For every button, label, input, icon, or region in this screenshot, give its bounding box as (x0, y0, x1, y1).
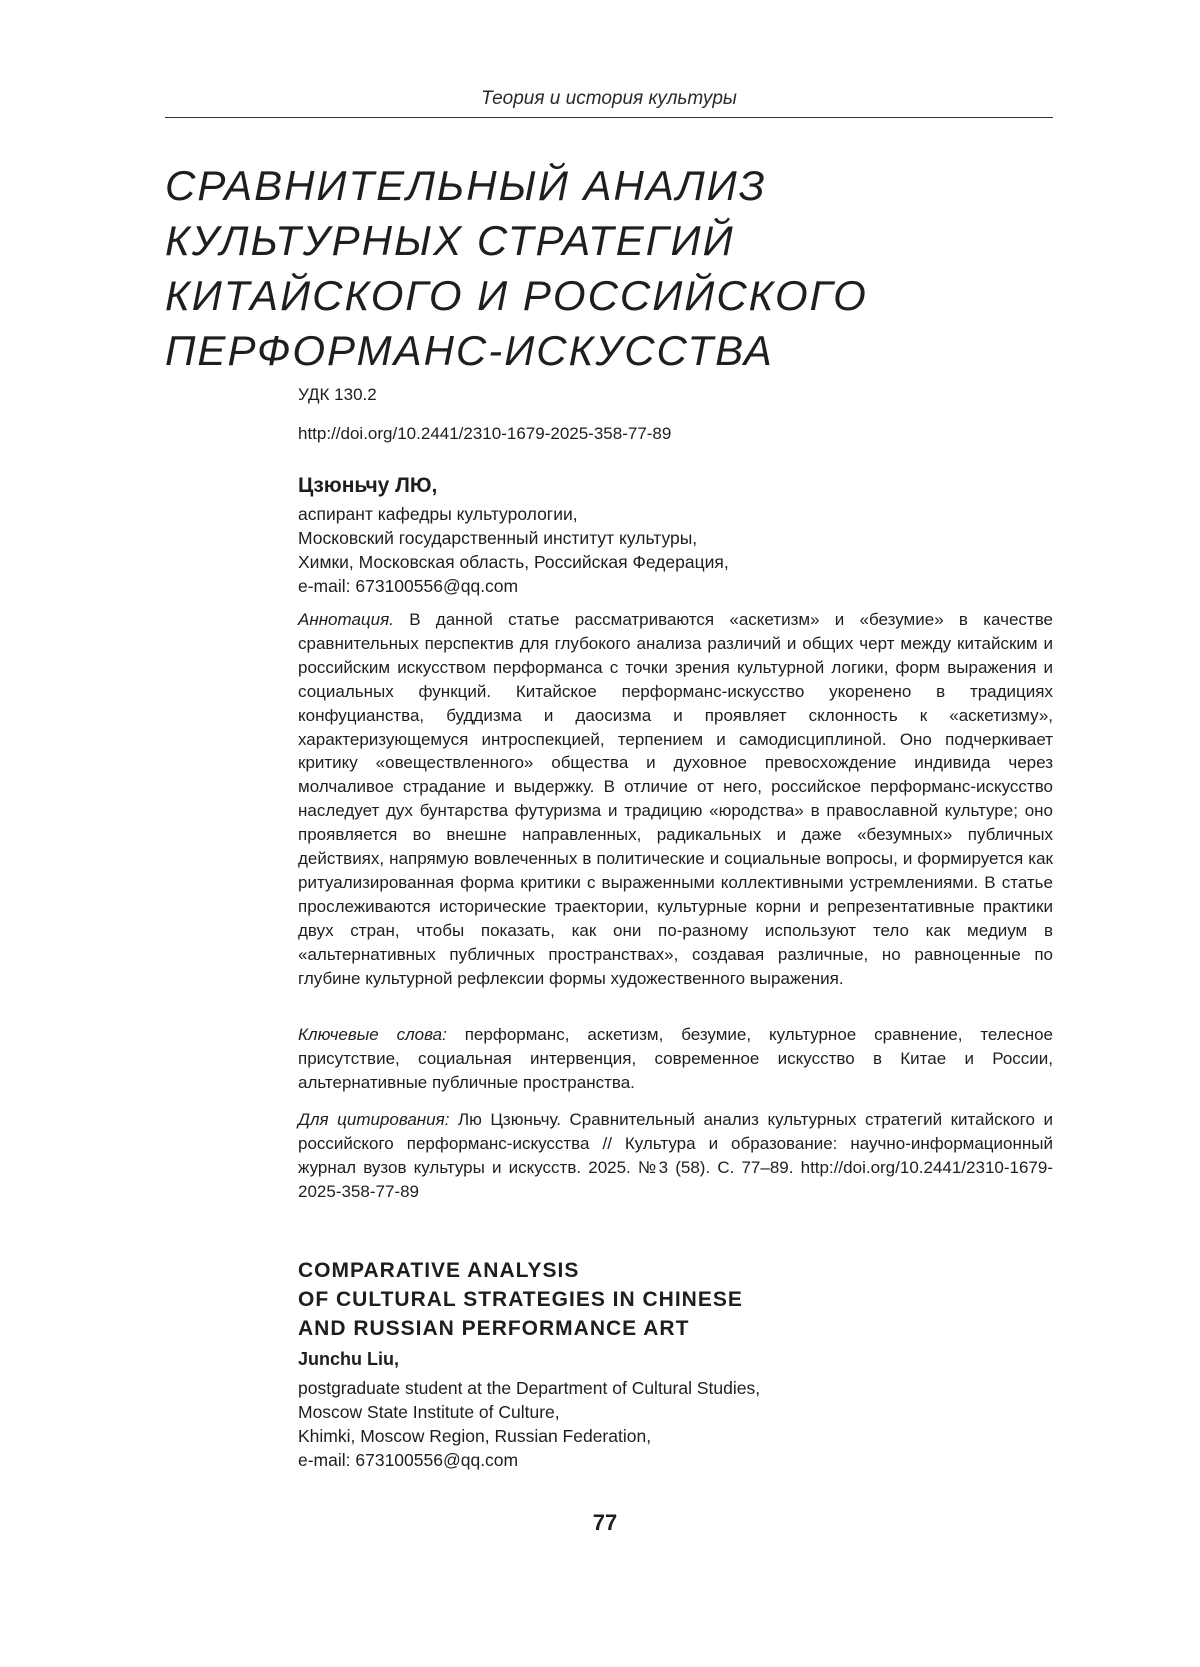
title-line: OF CULTURAL STRATEGIES IN CHINESE (298, 1288, 743, 1311)
author-name-en: Junchu Liu, (298, 1349, 399, 1369)
affiliation-line: Khimki, Moscow Region, Russian Federation, (298, 1426, 652, 1446)
header-divider (165, 117, 1053, 118)
title-line: КУЛЬТУРНЫХ СТРАТЕГИЙ (165, 217, 735, 264)
keywords-label: Ключевые слова: (298, 1025, 447, 1044)
citation-text: Лю Цзюньчу. Сравнительный анализ культурных стратегий китайского и российского перформанс-искусства // Культура и образование: научно-информационный журнал вузов культуры и искусств. 2025. №3 (58). С. 77–89. http://doi.org/10.2441/2310-1679-2025-358-77-89 (298, 1110, 1053, 1201)
page-number: 77 (592, 1510, 618, 1535)
title-line: СРАВНИТЕЛЬНЫЙ АНАЛИЗ (165, 162, 767, 209)
author-name-ru: Цзюньчу ЛЮ, (298, 474, 438, 497)
udk-code: УДК 130.2 (298, 385, 377, 404)
author-affiliation-ru (298, 502, 1053, 598)
affiliation-line: аспирант кафедры культурологии, (298, 504, 578, 524)
affiliation-line: postgraduate student at the Department of Cultural Studies, (298, 1378, 761, 1398)
affiliation-line: Moscow State Institute of Culture, (298, 1402, 560, 1422)
doi-link[interactable]: http://doi.org/10.2441/2310-1679-2025-358-77-89 (298, 424, 672, 443)
citation-label: Для цитирования: (298, 1110, 450, 1129)
title-line: КИТАЙСКОГО И РОССИЙСКОГО (165, 272, 868, 319)
author-email[interactable]: e-mail: 673100556@qq.com (298, 576, 519, 596)
title-line: AND RUSSIAN PERFORMANCE ART (298, 1317, 690, 1340)
author-email[interactable]: e-mail: 673100556@qq.com (298, 1450, 519, 1470)
author-affiliation-en (298, 1376, 1053, 1472)
affiliation-line: Московский государственный институт культуры, (298, 528, 698, 548)
affiliation-line: Химки, Московская область, Российская Федерация, (298, 552, 729, 572)
citation (298, 1108, 1053, 1204)
running-title: Теория и история культуры (481, 88, 737, 109)
title-line: COMPARATIVE ANALYSIS (298, 1259, 580, 1282)
title-line: ПЕРФОРМАНС-ИСКУССТВА (165, 327, 774, 374)
keywords-text: перформанс, аскетизм, безумие, культурное сравнение, телесное присутствие, социальная интервенция, современное искусство в Китае и России, альтернативные публичные пространства. (298, 1025, 1053, 1092)
abstract-text: В данной статье рассматриваются «аскетизм» и «безумие» в качестве сравнительных перспектив для глубокого анализа различий и общих черт между китайским и российским искусством перформанса с точки зрения культурной логики, форм выражения и социальных функций. Китайское перформанс-искусство укоренено в традициях конфуцианства, буддизма и даосизма и проявляет склонность к «аскетизму», характеризующемуся интроспекцией, терпением и самодисциплиной. Оно подчеркивает критику «овеществленного» общества и духовное превосхождение индивида через молчаливое страдание и выдержку. В отличие от него, российское перформанс-искусство наследует дух бунтарства футуризма и традицию «юродства» в православной культуре; оно проявляется во внешне направленных, радикальных и даже «безумных» публичных действиях, напрямую вовлеченных в политические и социальные вопросы, и формируется как ритуализированная форма критики с выраженными коллективными устремлениями. В статье прослеживаются исторические траектории, культурные корни и репрезентативные практики двух стран, чтобы показать, как они по-разному используют тело как медиум в «альтернативных публичных пространствах», создавая различные, но равноценные по глубине культурной рефлексии формы художественного выражения. (298, 610, 1053, 988)
article-title-en (298, 1256, 1053, 1343)
abstract (298, 608, 1053, 991)
abstract-label: Аннотация. (298, 610, 394, 629)
article-title-ru (165, 158, 1065, 378)
keywords (298, 1023, 1053, 1095)
